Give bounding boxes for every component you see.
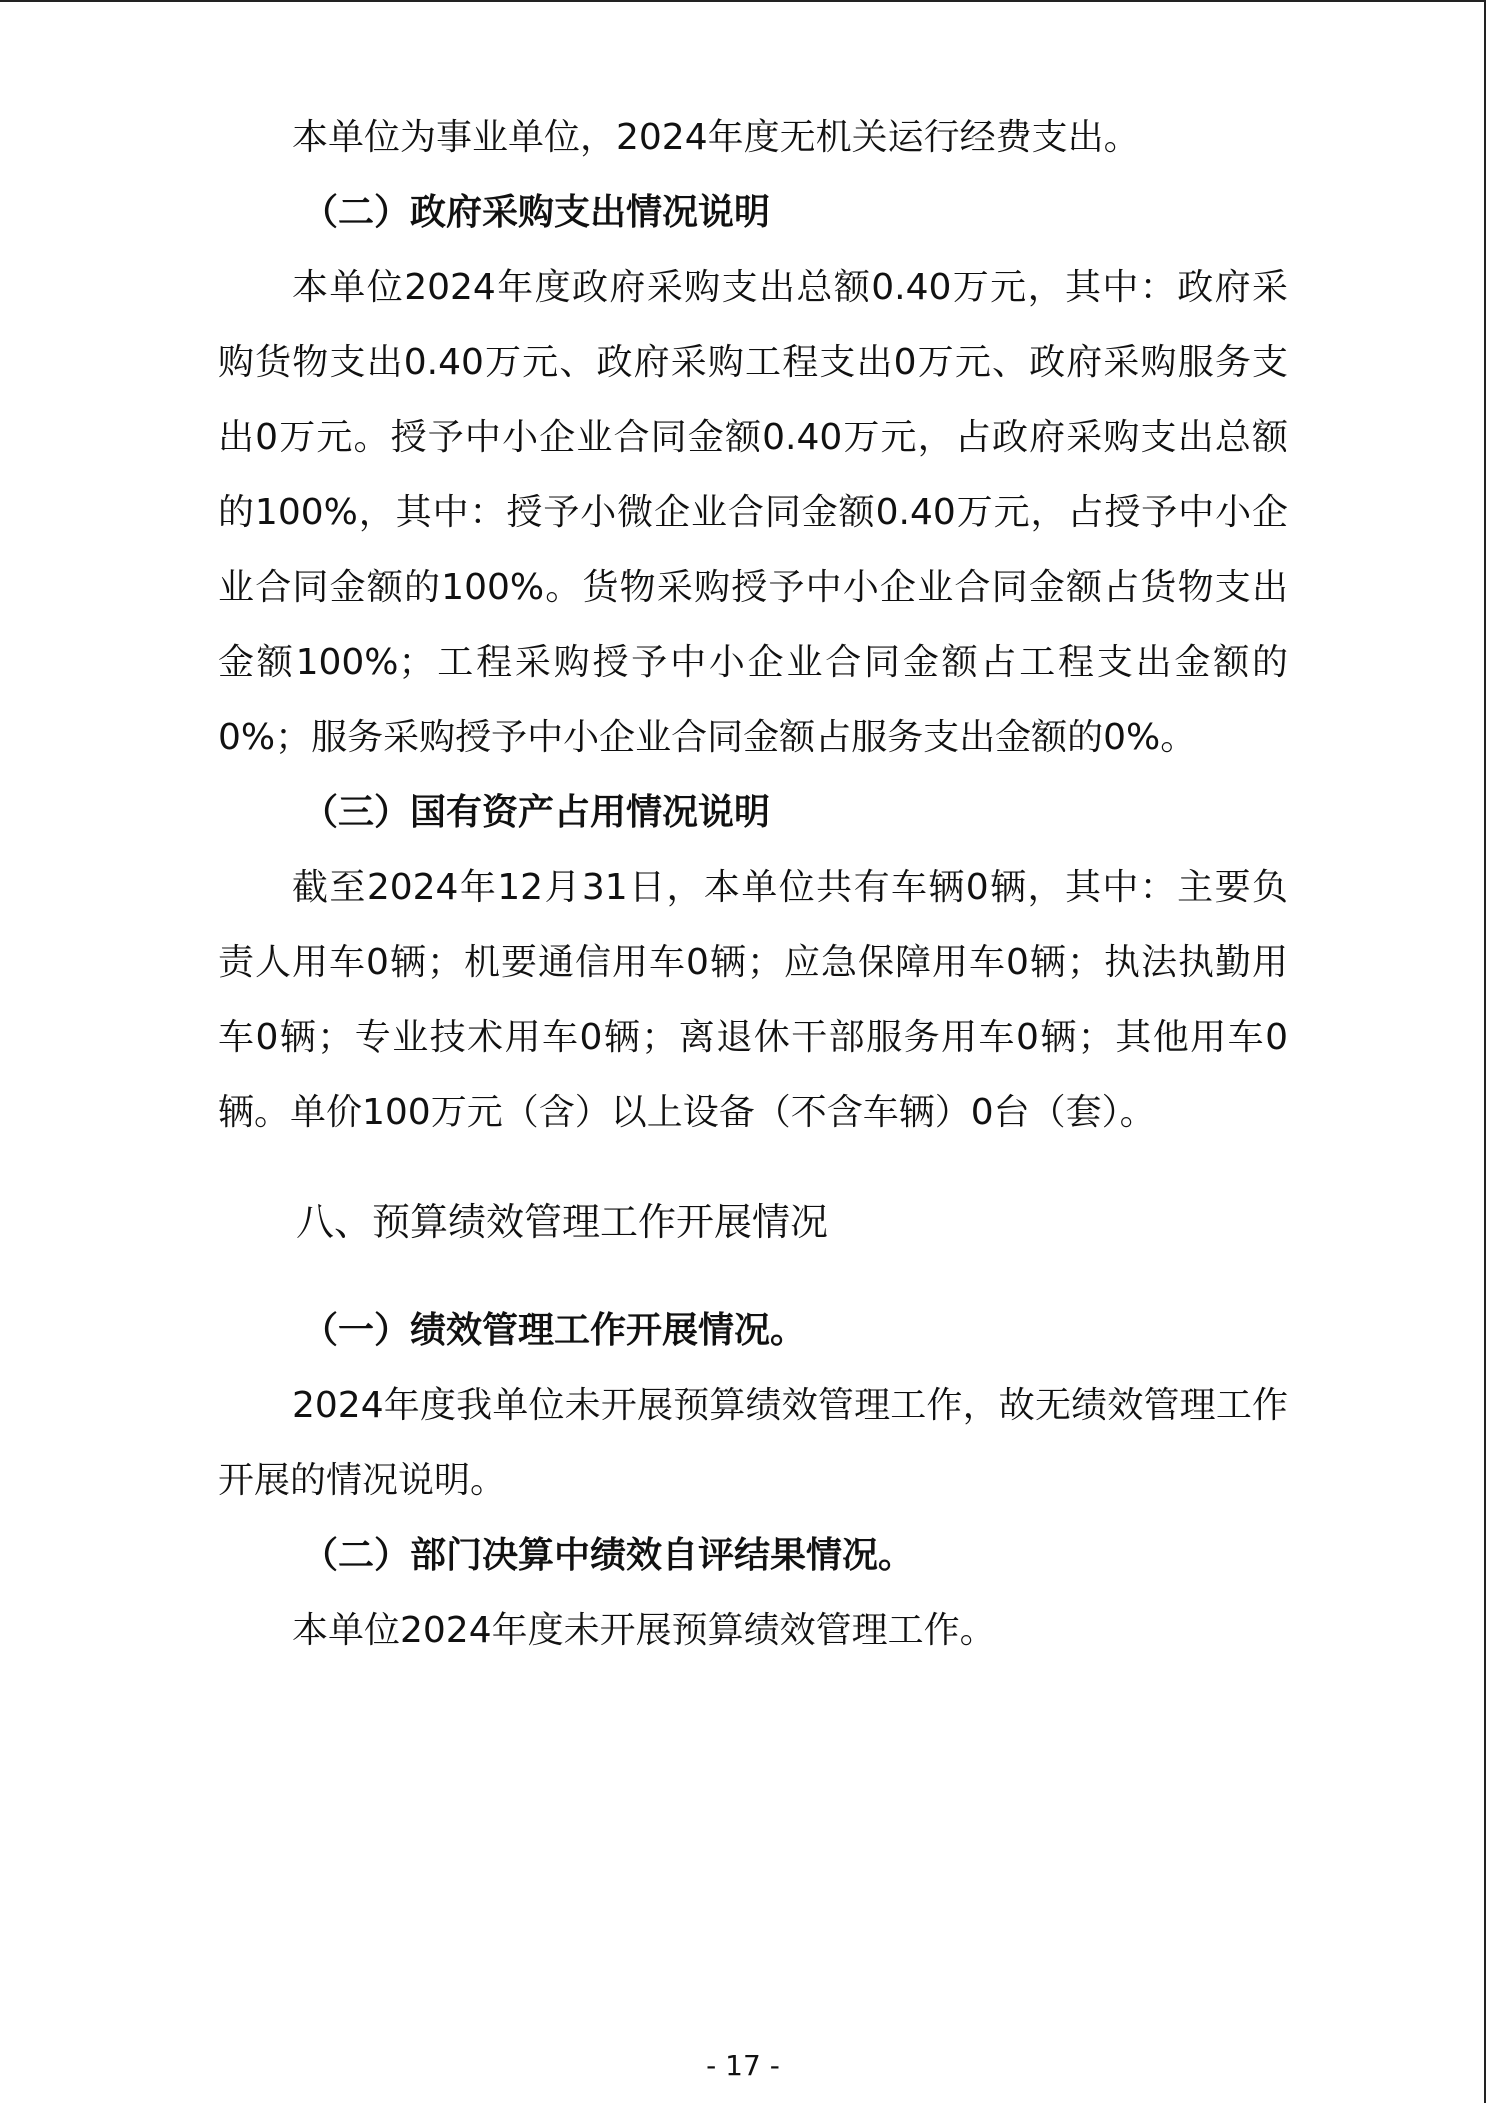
document-body xyxy=(218,100,1288,1668)
heading-performance-work: （一）绩效管理工作开展情况。 xyxy=(302,1310,807,1351)
paragraph-performance-work: 2024年度我单位未开展预算绩效管理工作，故无绩效管理工作开展的情况说明。 xyxy=(218,1385,1288,1501)
heading-government-procurement: （二）政府采购支出情况说明 xyxy=(302,192,771,233)
heading-self-evaluation: （二）部门决算中绩效自评结果情况。 xyxy=(302,1535,915,1576)
page-number: - 17 - xyxy=(706,2049,780,2082)
section-title-performance-management: 八、预算绩效管理工作开展情况 xyxy=(296,1200,829,1244)
paragraph-self-evaluation: 本单位2024年度未开展预算绩效管理工作。 xyxy=(292,1610,996,1651)
paragraph-procurement-details: 本单位2024年度政府采购支出总额0.40万元，其中：政府采购货物支出0.40万元、政府采购工程支出0万元、政府采购服务支出0万元。授予中小企业合同金额0.40万元，占政府采购支出总额的100%，其中：授予小微企业合同金额0.40万元，占授予中小企业合同金额的100%。货物采购授予中小企业合同金额占货物支出金额100%；工程采购授予中小企业合同金额占工程支出金额的0%；服务采购授予中小企业合同金额占服务支出金额的0%。 xyxy=(218,267,1288,758)
paragraph-admin-expense: 本单位为事业单位，2024年度无机关运行经费支出。 xyxy=(292,117,1140,158)
paragraph-vehicles-equipment: 截至2024年12月31日，本单位共有车辆0辆，其中：主要负责人用车0辆；机要通信用车0辆；应急保障用车0辆；执法执勤用车0辆；专业技术用车0辆；离退休干部服务用车0辆；其他用车0辆。单价100万元（含）以上设备（不含车辆）0台（套）。 xyxy=(218,867,1288,1133)
heading-state-assets: （三）国有资产占用情况说明 xyxy=(302,792,771,833)
